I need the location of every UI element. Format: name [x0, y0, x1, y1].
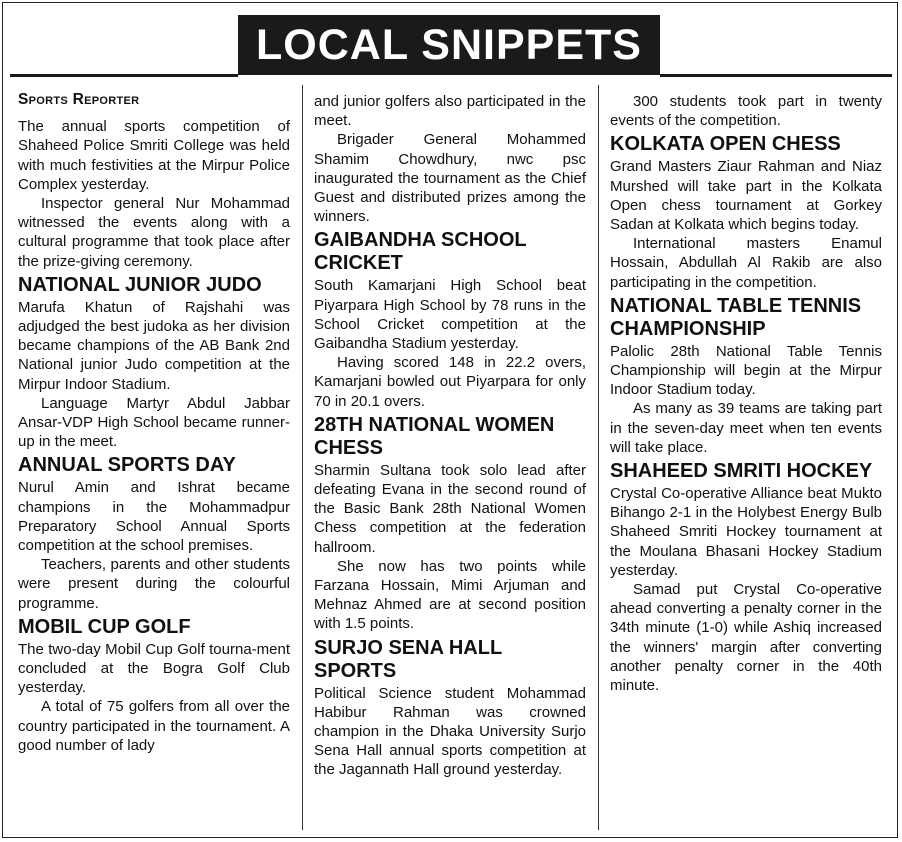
- article-paragraph: Brigader General Mohammed Shamim Chowdhury, nwc psc inaugurated the tournament as the Chief Guest and distributed prizes among the winners.: [314, 131, 586, 226]
- column-2: [314, 92, 586, 780]
- column-divider-1: [302, 85, 303, 830]
- article-paragraph: Having scored 148 in 22.2 overs, Kamarjani bowled out Piyarpara for only 70 in 20.1 overs.: [314, 354, 586, 410]
- article-paragraph: Grand Masters Ziaur Rahman and Niaz Murshed will take part in the Kolkata Open chess tournament at Gorkey Sadan at Kolkata which begins today.: [610, 158, 882, 234]
- headline-national-table-tennis-championship: NATIONAL TABLE TENNIS CHAMPIONSHIP: [610, 294, 862, 340]
- article-paragraph: International masters Enamul Hossain, Abdullah Al Rakib are also participating in the competition.: [610, 235, 882, 291]
- headline-surjo-sena-hall-sports: SURJO SENA HALL SPORTS: [314, 636, 502, 682]
- article-paragraph: A total of 75 golfers from all over the country participated in the tournament. A good number of lady: [18, 698, 290, 754]
- headline-shaheed-smriti-hockey: SHAHEED SMRITI HOCKEY: [610, 460, 873, 483]
- headline-annual-sports-day: ANNUAL SPORTS DAY: [18, 454, 236, 477]
- article-paragraph: Political Science student Mohammad Habibur Rahman was crowned champion in the Dhaka University Surjo Sena Hall annual sports competition at the Jagannath Hall ground yesterday.: [314, 684, 586, 779]
- article-paragraph: She now has two points while Farzana Hossain, Mimi Arjuman and Mehnaz Ahmed are at second position with 1.5 points.: [314, 557, 586, 633]
- article-paragraph: 300 students took part in twenty events of the competition.: [610, 93, 882, 130]
- column-1: [18, 88, 290, 755]
- byline: Sports Reporter: [18, 91, 140, 108]
- page-title: LOCAL SNIPPETS: [238, 15, 660, 75]
- column-divider-2: [598, 85, 599, 830]
- article-paragraph: The two-day Mobil Cup Golf tourna-ment concluded at the Bogra Golf Club yesterday.: [18, 640, 290, 697]
- article-paragraph: The annual sports competition of Shaheed Police Smriti College was held with much festivities at the Mirpur Police Complex yesterday.: [18, 118, 290, 193]
- article-paragraph: Teachers, parents and other students were present during the colourful programme.: [18, 556, 290, 612]
- article-paragraph: Language Martyr Abdul Jabbar Ansar-VDP High School became runner-up in the meet.: [18, 394, 290, 451]
- headline-kolkata-open-chess: KOLKATA OPEN CHESS: [610, 133, 841, 156]
- article-paragraph: Marufa Khatun of Rajshahi was adjudged the best judoka as her division became champions of the AB Bank 2nd National junior Judo competition at the Mirpur Indoor Stadium.: [18, 298, 290, 393]
- article-paragraph: Samad put Crystal Co-operative ahead converting a penalty corner in the 34th minute (1-0) while Ashiq increased the winners' margin after converting another penalty corner in the 40th minute.: [610, 581, 882, 695]
- column-3: [610, 92, 882, 695]
- article-paragraph: Inspector general Nur Mohammad witnessed the events along with a cultural programme that took place after the prize-giving ceremony.: [18, 195, 290, 270]
- article-paragraph: Sharmin Sultana took solo lead after defeating Evana in the second round of the Basic Bank 28th National Women Chess competition at the federation hallroom.: [314, 461, 586, 556]
- article-paragraph: Nurul Amin and Ishrat became champions in the Mohammadpur Preparatory School Annual Sports competition at the school premises.: [18, 479, 290, 555]
- article-paragraph: Palolic 28th National Table Tennis Championship will begin at the Mirpur Indoor Stadium today.: [610, 342, 882, 399]
- headline-mobil-cup-golf: MOBIL CUP GOLF: [18, 615, 191, 638]
- article-paragraph: Crystal Co-operative Alliance beat Mukto Bihango 2-1 in the Holybest Energy Bulb Shaheed Smriti Hockey tournament at the Moulana Bhasani Hockey Stadium yesterday.: [610, 485, 882, 579]
- article-paragraph: South Kamarjani High School beat Piyarpara High School by 78 runs in the School Cricket competition at the Gaibandha Stadium yesterday.: [314, 277, 586, 353]
- title-rule-left: [10, 74, 238, 77]
- article-paragraph: As many as 39 teams are taking part in the seven-day meet when ten events will take place.: [610, 400, 882, 456]
- title-rule-right: [660, 74, 892, 77]
- article-paragraph: and junior golfers also participated in the meet.: [314, 93, 586, 130]
- headline-28th-national-women-chess: 28TH NATIONAL WOMEN CHESS: [314, 413, 555, 459]
- headline-national-junior-judo: NATIONAL JUNIOR JUDO: [18, 273, 262, 296]
- headline-gaibandha-school-cricket: GAIBANDHA SCHOOL CRICKET: [314, 229, 527, 275]
